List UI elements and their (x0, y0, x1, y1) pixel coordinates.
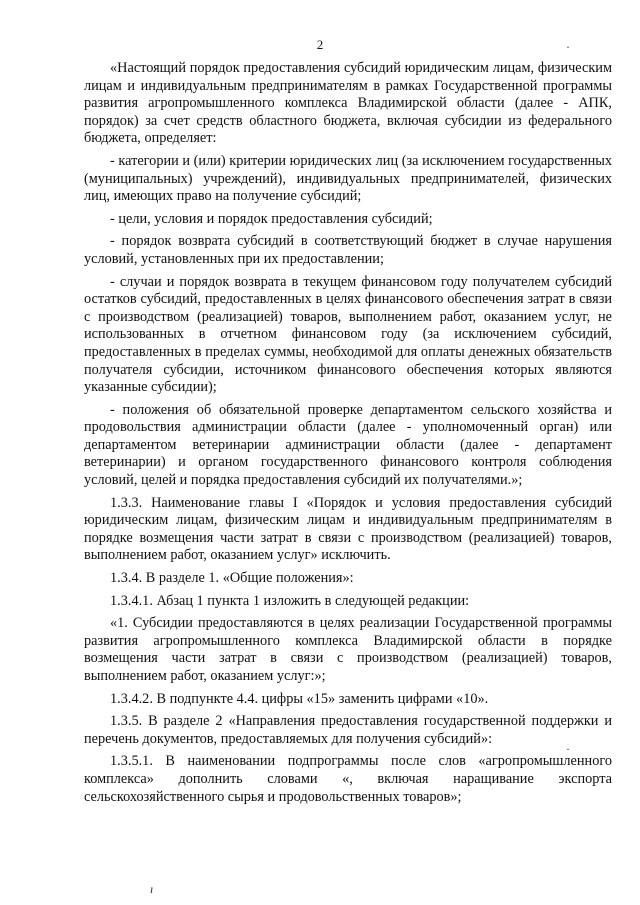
paragraph-control: - положения об обязательной проверке департаментом сельского хозяйства и продовольствия администрации области (далее - уполномоченный орган) или департаментом ветеринарии администрации области (далее - департамент ветеринарии) и органом государственного финансового контроля соблюдения условий, целей и порядка предоставления субсидий их получателями.»; (84, 401, 612, 489)
scan-speck: · (566, 742, 570, 756)
scan-speck: · (566, 40, 570, 54)
paragraph-1-3-5-1: 1.3.5.1. В наименовании подпрограммы после слов «агропромышленного комплекса» дополнить словами «, включая наращивание экспорта сельскохозяйственного сырья и продовольственных товаров»; (84, 753, 612, 805)
paragraph-remainder-refund: - случаи и порядок возврата в текущем финансовом году получателем субсидий остатков субсидий, предоставленных в целях финансового обеспечения затрат в связи с производством (реализацией) товаров, выполнением работ, оказанием услуг, не использованных в отчетном финансовом году (за исключением субсидий, предоставленных в пределах суммы, необходимой для оплаты денежных обязательств получателя субсидии, источником финансового обеспечения которых являются указанные субсидии); (84, 273, 612, 396)
page-number: 2 (316, 37, 324, 52)
paragraph-quote-1: «1. Субсидии предоставляются в целях реализации Государственной программы развития агропромышленного комплекса Владимирской области в порядке возмещения части затрат в связи с производством (реализацией) товаров, выполнением работ, оказанием услуг:»; (84, 615, 612, 684)
paragraph-refund: - порядок возврата субсидий в соответствующий бюджет в случае нарушения условий, установленных при их предоставлении; (84, 233, 612, 267)
paragraph-categories: - категории и (или) критерии юридических лиц (за исключением государственных (муниципальных) учреждений), индивидуальных предпринимателей, физических лиц, имеющих право на получение субсидий; (84, 152, 612, 205)
document-body (84, 60, 612, 811)
paragraph-1-3-3: 1.3.3. Наименование главы I «Порядок и условия предоставления субсидий юридическим лицам, физическим лицам и индивидуальным предпринимателям в порядке возмещения части затрат в связи с производством (реализацией) товаров, выполнением работ, оказанием услуг» исключить. (84, 494, 612, 564)
paragraph-intro: «Настоящий порядок предоставления субсидий юридическим лицам, физическим лицам и индивидуальным предпринимателям в рамках Государственной программы развития агропромышленного комплекса Владимирской области (далее - АПК, порядок) за счет средств областного бюджета, включая субсидии из федерального бюджета, определяет: (84, 60, 612, 147)
paragraph-1-3-4-2: 1.3.4.2. В подпункте 4.4. цифры «15» заменить цифрами «10». (110, 690, 489, 707)
paragraph-1-3-4: 1.3.4. В разделе 1. «Общие положения»: (110, 570, 354, 587)
paragraph-1-3-4-1: 1.3.4.1. Абзац 1 пункта 1 изложить в следующей редакции: (110, 592, 470, 609)
paragraph-1-3-5: 1.3.5. В разделе 2 «Направления предоставления государственной поддержки и перечень документов, предоставляемых для получения субсидий»: (84, 713, 612, 747)
paragraph-goals: - цели, условия и порядок предоставления субсидий; (110, 210, 433, 227)
scan-speck: ı (150, 882, 154, 896)
